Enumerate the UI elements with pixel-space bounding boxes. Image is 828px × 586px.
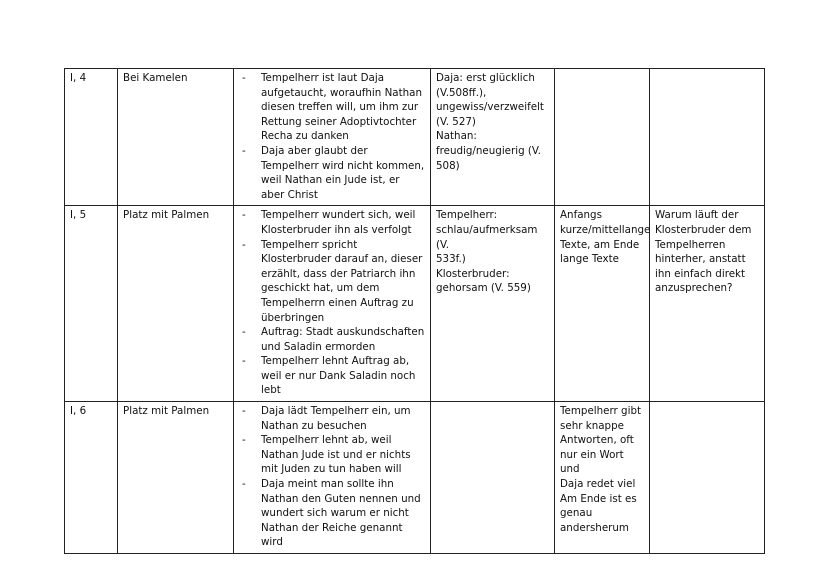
text-line: Am Ende ist es <box>560 492 637 505</box>
events-cell <box>234 69 431 206</box>
place-cell: Platz mit Palmen <box>118 402 234 554</box>
text-line: lange Texte <box>560 253 620 266</box>
text-line: Texte, am Ende <box>560 238 640 251</box>
text-line: Nathan: <box>436 130 477 143</box>
text-line: gehorsam (V. 559) <box>436 282 531 295</box>
act-cell: I, 6 <box>65 402 118 554</box>
event-item: - Tempelherr wundert sich, weil Klosterbruder ihn als verfolgt <box>239 208 425 237</box>
act-cell: I, 4 <box>65 69 118 206</box>
text-line: schlau/aufmerksam (V. <box>436 223 538 251</box>
text-line: ihn einfach direkt <box>655 267 746 280</box>
events-cell <box>234 402 431 554</box>
event-item: - Daja aber glaubt der Tempelherr wird nicht kommen, weil Nathan ein Jude ist, er aber Christ <box>239 144 425 202</box>
text-line: andersherum <box>560 521 629 534</box>
speech-cell <box>555 69 650 206</box>
text-line: Warum läuft der <box>655 209 739 222</box>
questions-cell <box>650 402 765 554</box>
text-line: 508) <box>436 159 460 172</box>
event-item: - Auftrag: Stadt auskundschaften und Saladin ermorden <box>239 325 425 354</box>
text-line: Daja redet viel <box>560 478 636 491</box>
text-line: ungewiss/verzweifelt <box>436 101 544 114</box>
text-line: freudig/neugierig (V. <box>436 144 541 157</box>
text-line: sehr knappe <box>560 419 624 432</box>
text-line: genau <box>560 507 593 520</box>
emotions-cell <box>431 206 555 402</box>
text-line: Antworten, oft <box>560 434 634 447</box>
text-line: Tempelherr gibt <box>560 405 642 418</box>
text-line: anzusprechen? <box>655 282 733 295</box>
text-line: kurze/mittellange <box>560 223 651 236</box>
text-line: Klosterbruder dem <box>655 223 752 236</box>
text-line: (V. 527) <box>436 115 476 128</box>
text-line: (V.508ff.), <box>436 86 487 99</box>
event-item: - Daja meint man sollte ihn Nathan den Guten nennen und wundert sich warum er nicht Nathan der Reiche genannt wird <box>239 477 425 550</box>
text-line: nur ein Wort und <box>560 448 624 476</box>
place-cell: Platz mit Palmen <box>118 206 234 402</box>
place-cell: Bei Kamelen <box>118 69 234 206</box>
questions-cell <box>650 206 765 402</box>
questions-cell <box>650 69 765 206</box>
text-line: Daja: erst glücklich <box>436 72 535 84</box>
emotions-cell <box>431 69 555 206</box>
event-item: - Tempelherr ist laut Daja aufgetaucht, woraufhin Nathan diesen treffen will, um ihm zur Rettung seiner Adoptivtochter Recha zu danken <box>239 71 425 144</box>
text-line: hinterher, anstatt <box>655 253 746 266</box>
table-row <box>65 69 765 206</box>
event-item: - Tempelherr lehnt Auftrag ab, weil er nur Dank Saladin noch lebt <box>239 354 425 398</box>
text-line: Tempelherr: <box>436 209 498 222</box>
text-line: Klosterbruder: <box>436 267 510 280</box>
speech-cell <box>555 206 650 402</box>
text-line: Tempelherren <box>655 238 726 251</box>
act-cell: I, 5 <box>65 206 118 402</box>
event-item: - Daja lädt Tempelherr ein, um Nathan zu besuchen <box>239 404 425 433</box>
speech-cell <box>555 402 650 554</box>
table-row <box>65 206 765 402</box>
event-item: - Tempelherr spricht Klosterbruder darauf an, dieser erzählt, dass der Patriarch ihn geschickt hat, um dem Tempelherrn einen Auftrag zu überbringen <box>239 238 425 326</box>
table-row <box>65 402 765 554</box>
emotions-cell <box>431 402 555 554</box>
events-cell <box>234 206 431 402</box>
event-item: - Tempelherr lehnt ab, weil Nathan Jude ist und er nichts mit Juden zu tun haben will <box>239 433 425 477</box>
text-line: Anfangs <box>560 209 602 222</box>
scene-analysis-table <box>64 68 765 554</box>
text-line: 533f.) <box>436 253 466 266</box>
